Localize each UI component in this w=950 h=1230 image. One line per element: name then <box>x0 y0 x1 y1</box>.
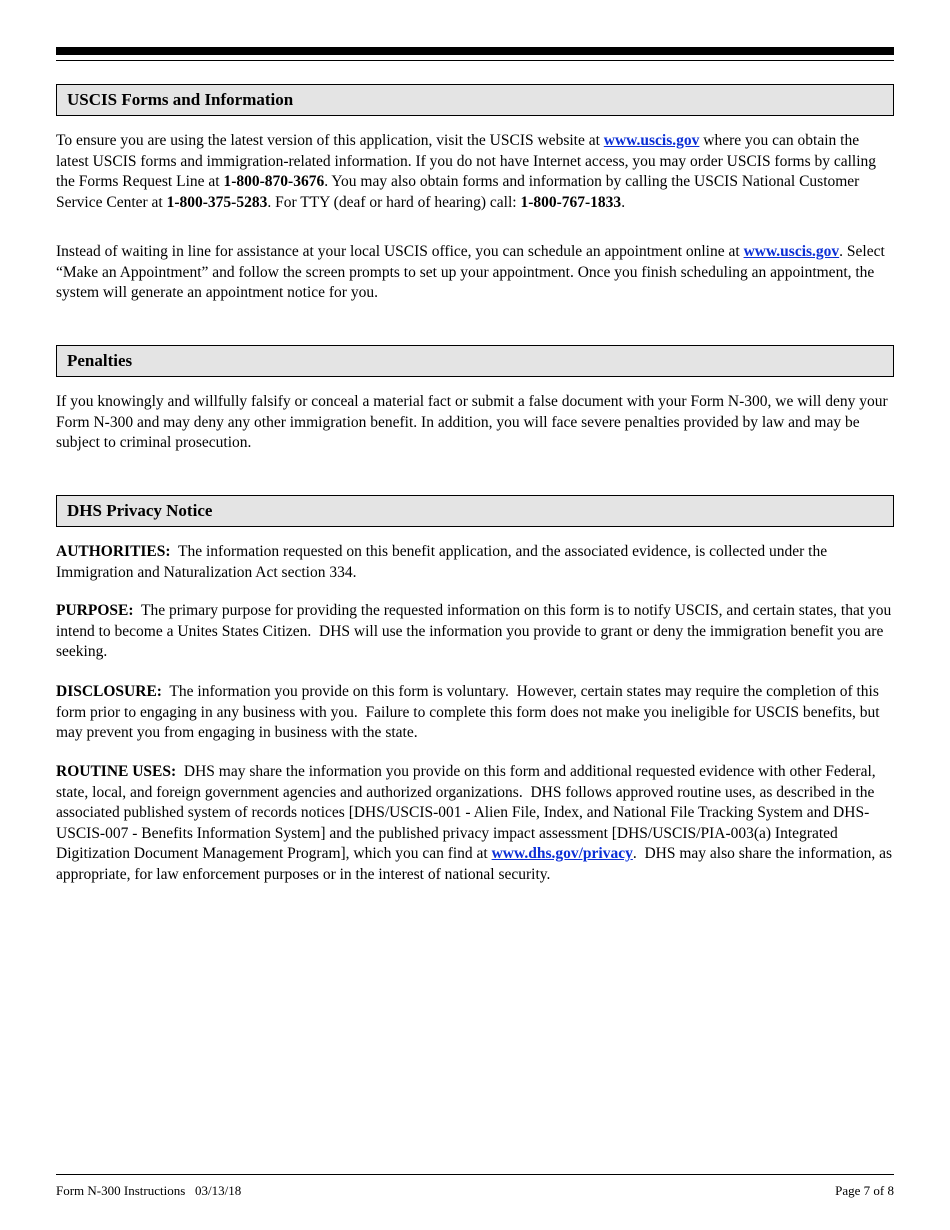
footer-page-number <box>835 1183 894 1199</box>
purpose-text: The primary purpose for providing the requested information on this form is to notify USCIS, and certain states, that you intend to become a Unites States Citizen. DHS will use the information you provide to grant or deny the immigration benefit you are seeking. <box>56 602 896 660</box>
text-segment: where you can obtain the latest USCIS forms and immigration-related information. If you do not have Internet access, you may order USCIS forms by calling the Forms Request Line at <box>56 132 877 190</box>
top-thick-rule <box>56 47 894 55</box>
section-header-penalties <box>56 345 894 377</box>
penalties-paragraph <box>56 392 894 454</box>
dhs-privacy-link[interactable]: www.dhs.gov/privacy <box>491 845 633 862</box>
forms-info-paragraph-2 <box>56 242 894 304</box>
text-segment: . For TTY (deaf or hard of hearing) call: <box>267 193 521 211</box>
routine-uses-label: ROUTINE USES: <box>56 763 177 780</box>
penalties-text: If you knowingly and willfully falsify or conceal a material fact or submit a false document with your Form N-300, we will deny your Form N-300 and may deny any other immigration benefit. In addition, you will face severe penalties provided by law and may be subject to criminal prosecution. <box>56 393 888 451</box>
uscis-website-link[interactable]: www.uscis.gov <box>603 132 700 149</box>
privacy-disclosure <box>56 682 894 744</box>
text-segment: . Select “Make an Appointment” and follow the screen prompts to set up your appointment. Once you finish scheduling an appointment, the system will generate an appointment notice for you. <box>56 243 885 301</box>
authorities-text: The information requested on this benefit application, and the associated evidence, is collected under the Immigration and Naturalization Act section 334. <box>56 543 831 581</box>
privacy-purpose <box>56 601 894 663</box>
tty-phone: 1-800-767-1833 <box>520 193 622 211</box>
section-title: DHS Privacy Notice <box>67 501 213 520</box>
section-header-forms-info <box>56 84 894 116</box>
footer-left-text: Form N-300 Instructions 03/13/18 <box>56 1183 242 1198</box>
text-segment: Instead of waiting in line for assistance at your local USCIS office, you can schedule an appointment online at <box>56 243 744 260</box>
routine-uses-text-2: . DHS may also share the information, as appropriate, for law enforcement purposes or in the interest of national security. <box>56 845 896 883</box>
disclosure-label: DISCLOSURE: <box>56 683 162 700</box>
section-title: Penalties <box>67 351 133 370</box>
top-thin-rule <box>56 60 894 61</box>
section-header-privacy <box>56 495 894 527</box>
text-segment: . You may also obtain forms and information by calling the USCIS National Customer Service Center at <box>56 173 860 211</box>
routine-uses-text: DHS may share the information you provide on this form and additional requested evidence with other Federal, state, local, and foreign government agencies and authorized organizations. DHS follows approved routine uses, as described in the associated published system of records notices [DHS/USCIS-001 - Alien File, Index, and National File Tracking System and DHS-USCIS-007 - Benefits Information System] and the published privacy impact assessment [DHS/USCIS/PIA-003(a) Integrated Digitization Document Management Program], which you can find at <box>56 763 880 862</box>
customer-service-phone: 1-800-375-5283 <box>166 193 268 211</box>
purpose-label: PURPOSE: <box>56 602 134 619</box>
authorities-label: AUTHORITIES: <box>56 543 171 560</box>
forms-info-paragraph-1 <box>56 131 894 213</box>
section-title: USCIS Forms and Information <box>67 90 294 109</box>
forms-request-phone: 1-800-870-3676 <box>223 173 325 190</box>
privacy-routine-uses <box>56 762 894 885</box>
disclosure-text: The information you provide on this form is voluntary. However, certain states may require the completion of this form prior to engaging in any business with you. Failure to complete this form does not make you ineligible for USCIS benefits, but may prevent you from engaging in business with the state. <box>56 683 884 741</box>
footer-form-id <box>56 1183 241 1199</box>
footer-rule <box>56 1174 894 1175</box>
uscis-appointment-link[interactable]: www.uscis.gov <box>743 243 840 260</box>
privacy-authorities <box>56 542 894 583</box>
footer-right-text: Page 7 of 8 <box>835 1183 894 1198</box>
text-segment: . <box>621 193 626 211</box>
text-segment: To ensure you are using the latest version of this application, visit the USCIS website at <box>56 132 604 149</box>
